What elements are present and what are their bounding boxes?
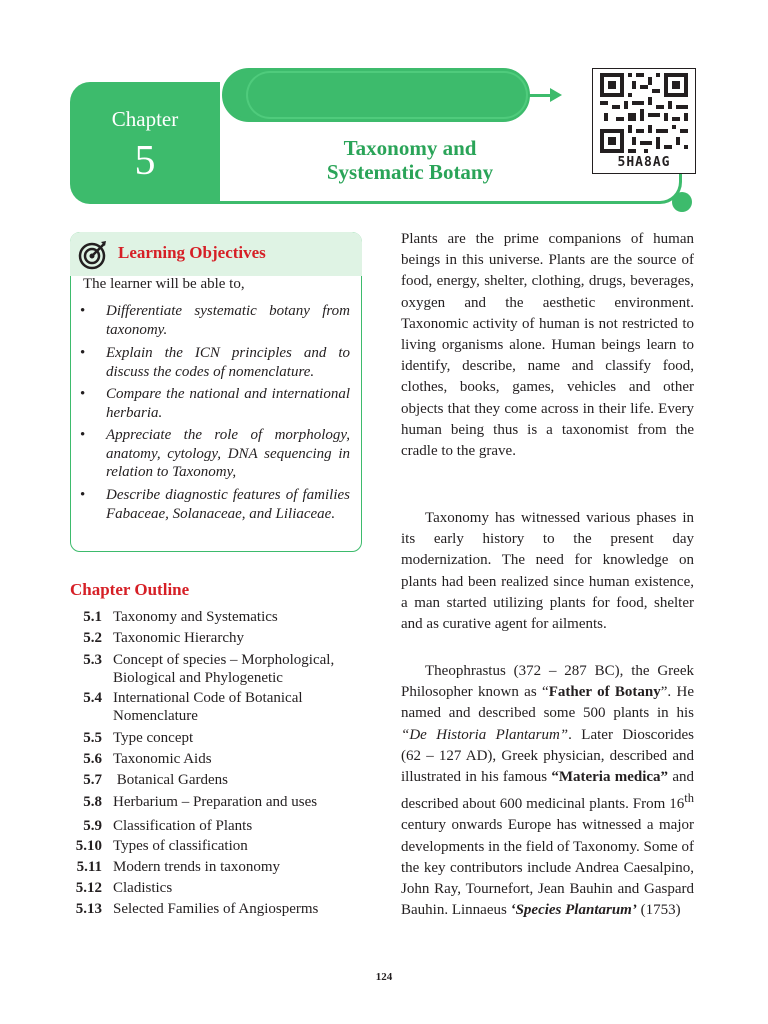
- outline-item: 5.5 Type concept: [83, 730, 194, 746]
- objective-item: • Differentiate systematic botany from taxonomy.: [80, 303, 350, 338]
- outline-item: 5.3 Concept of species – Morphological, Biological and Phylogenetic: [83, 652, 335, 686]
- objective-item: • Describe diagnostic features of families Fabaceae, Solanaceae, and Liliaceae.: [80, 487, 350, 522]
- outline-item: 5.7 Botanical Gardens: [83, 772, 228, 788]
- chapter-title-line2: Systematic Botany: [326, 160, 494, 184]
- bullet: •: [80, 427, 86, 443]
- de-historia-plantarum: “De Historia Plantarum”: [401, 726, 569, 743]
- father-of-botany: Father of Botany: [548, 684, 661, 701]
- objective-item: • Appreciate the role of morphology, anatomy, cytology, DNA sequencing in relation to Taxonomy,: [80, 427, 350, 480]
- bullet: •: [80, 303, 86, 319]
- qr-code-icon[interactable]: [600, 72, 688, 154]
- learning-objectives-title: Learning Objectives: [118, 243, 266, 262]
- bullet: •: [80, 386, 86, 402]
- outline-item: 5.13 Selected Families of Angiosperms: [75, 901, 319, 917]
- materia-medica: “Materia medica”: [551, 769, 669, 786]
- outline-item: 5.11 Modern trends in taxonomy: [76, 859, 281, 875]
- outline-item: 5.12 Cladistics: [75, 880, 173, 896]
- objective-item: • Explain the ICN principles and to discuss the codes of nomenclature.: [80, 345, 350, 380]
- body-paragraph-2: Taxonomy has witnessed various phases in its early history to the present day modernization. The need for knowledge on plants had been realized since human existence, a man started utilizing plants for food, shelter and as curative agent for ailments.: [401, 510, 694, 633]
- learning-objectives-intro: The learner will be able to,: [83, 276, 245, 292]
- body-paragraph-3: Theophrastus (372 – 287 BC), the Greek Philosopher known as “Father of Botany”. He named and described some 500 plants in his “De Historia Plantarum”. Later Dioscorides (62 – 127 AD), Greek physician, described and illustrated in his famous “Materia medica” and described about 600 medicinal plants. From 16th century onwards Europe has witnessed a major developments in the field of Taxonomy. Some of the key contributors include Andrea Caesalpino, John Ray, Tournefort, Jean Bauhin and Gaspard Bauhin. Linnaeus ‘Species Plantarum’ (1753): [401, 663, 695, 919]
- chapter-label: Chapter: [111, 107, 179, 131]
- header-pill-inner: [246, 71, 528, 119]
- chapter-number: 5: [134, 138, 156, 184]
- arrow-head-icon: [550, 88, 562, 102]
- outline-item: 5.4 International Code of Botanical Nomenclature: [83, 690, 303, 724]
- outline-item: 5.10 Types of classification: [75, 838, 248, 854]
- objective-item: • Compare the national and international herbaria.: [80, 386, 350, 421]
- banner-end-dot: [672, 192, 692, 212]
- bullet: •: [80, 487, 86, 503]
- chapter-title-line1: Taxonomy and: [343, 136, 477, 160]
- page-number: 124: [375, 971, 393, 983]
- bullet: •: [80, 345, 86, 361]
- qr-code-label: 5HA8AG: [617, 155, 671, 170]
- target-icon: [78, 240, 108, 270]
- body-paragraph-1: Plants are the prime companions of human beings in this universe. Plants are the source of food, energy, shelter, clothing, drugs, beverages, oxygen and the aesthetic environment. Taxonomic activity of human is not restricted to living organisms alone. Human beings learn to identify, describe, name and classify food, clothes, books, games, vehicles and other objects that they come across in their life. Every human being thus is a taxonomist from the cradle to the grave.: [401, 231, 694, 460]
- species-plantarum: ‘Species Plantarum’: [510, 902, 637, 919]
- outline-item: 5.8 Herbarium – Preparation and uses: [83, 794, 318, 810]
- outline-item: 5.9 Classification of Plants: [83, 818, 253, 834]
- outline-item: 5.6 Taxonomic Aids: [83, 751, 212, 767]
- outline-item: 5.2 Taxonomic Hierarchy: [83, 630, 244, 646]
- chapter-outline-title: Chapter Outline: [70, 580, 190, 599]
- outline-item: 5.1 Taxonomy and Systematics: [83, 609, 278, 625]
